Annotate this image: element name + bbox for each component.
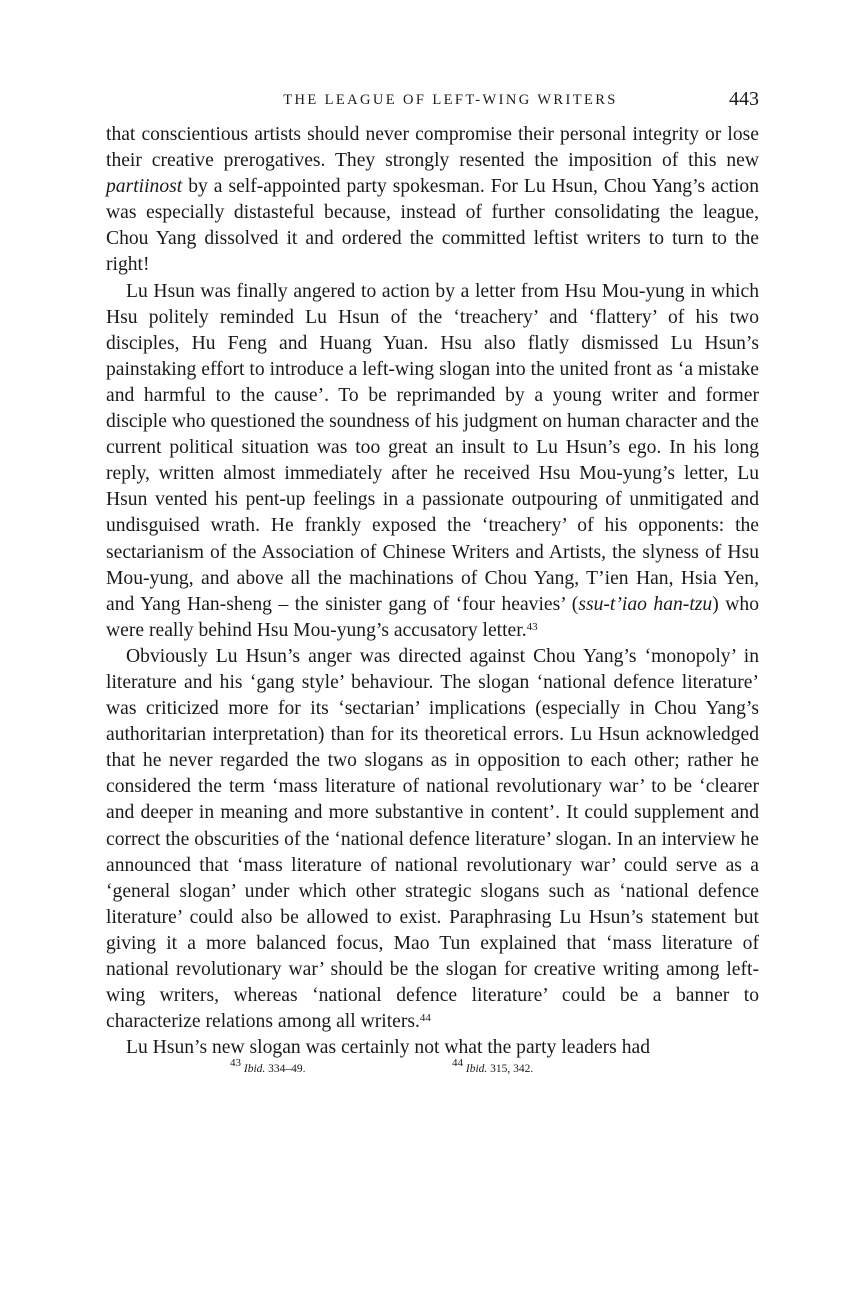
paragraph-4	[106, 1035, 759, 1061]
book-page	[106, 88, 759, 1083]
footnotes	[106, 1057, 759, 1083]
footnote-pages: 315, 342.	[487, 1063, 534, 1076]
paragraph-text: ) who were really behind Hsu Mou-yung’s accusatory letter.	[106, 593, 759, 641]
italic-term: ssu-t’iao han-tzu	[578, 593, 713, 615]
footnote-43	[230, 1057, 306, 1076]
paragraph-text: Lu Hsun’s new slogan was certainly not what the party leaders had	[126, 1037, 650, 1059]
footnote-ibid: Ibid.	[465, 1063, 488, 1076]
footnote-44	[452, 1057, 534, 1076]
page-header	[106, 88, 759, 118]
footnote-number: 44	[452, 1057, 463, 1070]
page-number: 443	[729, 88, 759, 110]
paragraph-1	[106, 122, 759, 279]
paragraph-text: Obviously Lu Hsun’s anger was directed against Chou Yang’s ‘monopoly’ in literature and his ‘gang style’ behaviour. The slogan ‘national defence literature’ was criticized more for its ‘sectarian’ implications (especially in Chou Yang’s authoritarian interpretation) than for its theoretical errors. Lu Hsun acknowledged that he never regarded the two slogans as in opposition to each other; rather he considered the term ‘mass literature of national revolutionary war’ to be ‘clearer and deeper in meaning and more substantive in content’. It could supplement and correct the obscurities of the ‘national defence literature’ slogan. In an interview he announced that ‘mass literature of national revolutionary war’ could serve as a ‘general slogan’ under which other strategic slogans such as ‘national defence literature’ could also be allowed to exist. Paraphrasing Lu Hsun’s statement but giving it a more balanced focus, Mao Tun explained that ‘mass literature of national revolutionary war’ should be the slogan for creative writing among left-wing writers, whereas ‘national defence literature’ could be a banner to characterize relations among all writers.	[106, 645, 759, 1033]
footnote-number: 43	[230, 1057, 241, 1070]
paragraph-3	[106, 644, 759, 1035]
body-text	[106, 122, 759, 1061]
paragraph-text: Lu Hsun was finally angered to action by a letter from Hsu Mou-yung in which Hsu politely reminded Lu Hsun of the ‘treachery’ and ‘flattery’ of his two disciples, Hu Feng and Huang Yuan. Hsu also flatly dismissed Lu Hsun’s painstaking effort to introduce a left-wing slogan into the united front as ‘a mistake and harmful to the cause’. To be reprimanded by a young writer and former disciple who questioned the soundness of his judgment on human character and the current political situation was too great an insult to Lu Hsun’s ego. In his long reply, written almost immediately after he received Hsu Mou-yung’s letter, Lu Hsun vented his pent-up feelings in a passionate outpouring of unmitigated and undisguised wrath. He frankly exposed the ‘treachery’ of his opponents: the sectarianism of the Association of Chinese Writers and Artists, the slyness of Hsu Mou-yung, and above all the machinations of Chou Yang, T’ien Han, Hsia Yen, and Yang Han-sheng – the sinister gang of ‘four heavies’ (	[106, 280, 759, 615]
running-head: THE LEAGUE OF LEFT-WING WRITERS	[283, 92, 618, 108]
footnote-marker: 43	[526, 620, 538, 633]
paragraph-2	[106, 279, 759, 644]
footnote-marker: 44	[419, 1012, 431, 1025]
paragraph-text: by a self-appointed party spokesman. For Lu Hsun, Chou Yang’s action was especially distasteful because, instead of further consolidating the league, Chou Yang dissolved it and ordered the committed leftist writers to turn to the right!	[106, 176, 759, 276]
footnote-ibid: Ibid.	[243, 1063, 266, 1076]
footnote-pages: 334–49.	[265, 1063, 306, 1076]
italic-term: partiinost	[106, 176, 183, 198]
paragraph-text: that conscientious artists should never compromise their personal integrity or lose their creative prerogatives. They strongly resented the imposition of this new	[106, 124, 759, 172]
